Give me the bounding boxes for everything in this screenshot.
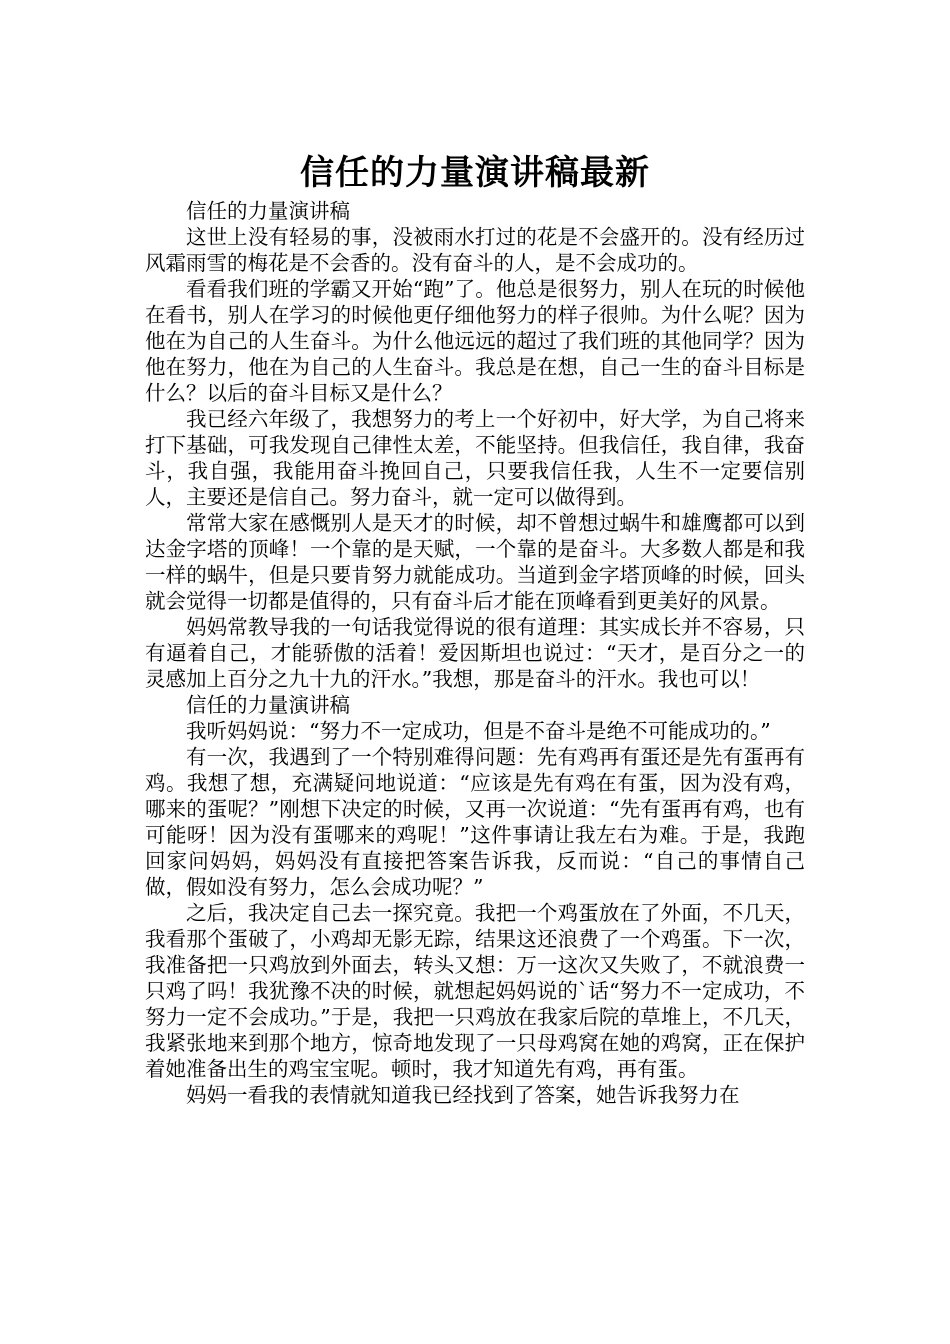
body-paragraph: 我听妈妈说：“努力不一定成功，但是不奋斗是绝不可能成功的。” [186,719,771,743]
body-paragraph: 这世上没有轻易的事，没被雨水打过的花是不会盛开的。没有经历过风霜雨雪的梅花是不会香的。没有奋斗的人，是不会成功的。 [145,225,805,275]
body-paragraph: 常常大家在感慨别人是天才的时候，却不曾想过蜗牛和雄鹰都可以到达金字塔的顶峰！一个靠的是天赋，一个靠的是奋斗。大多数人都是和我一样的蜗牛，但是只要肯努力就能成功。当道到金字塔顶峰的时候，回头就会觉得一切都是值得的，只有奋斗后才能在顶峰看到更美好的风景。 [145,511,805,613]
body-paragraph: 我已经六年级了，我想努力的考上一个好初中，好大学，为自己将来打下基础，可我发现自己律性太差，不能坚持。但我信任，我自律，我奋斗，我自强，我能用奋斗挽回自己，只要我信任我，人生不一定要信别人，主要还是信自己。努力奋斗，就一定可以做得到。 [145,407,805,509]
body-paragraph: 妈妈一看我的表情就知道我已经找到了答案，她告诉我努力在 [186,1083,740,1107]
document-title: 信任的力量演讲稿最新 [300,152,650,193]
subtitle-paragraph: 信任的力量演讲稿 [186,693,350,717]
body-paragraph: 有一次，我遇到了一个特别难得问题：先有鸡再有蛋还是先有蛋再有鸡。我想了想，充满疑问地说道：“应该是先有鸡在有蛋，因为没有鸡，哪来的蛋呢？”刚想下决定的时候，又再一次说道：“先有蛋再有鸡，也有可能呀！因为没有蛋哪来的鸡呢！”这件事请让我左右为难。于是，我跑回家问妈妈，妈妈没有直接把答案告诉我，反而说：“自己的事情自己做，假如没有努力，怎么会成功呢？” [145,745,805,899]
document-body [145,198,805,1108]
subtitle-paragraph: 信任的力量演讲稿 [186,199,350,223]
body-paragraph: 之后，我决定自己去一探究竟。我把一个鸡蛋放在了外面，不几天，我看那个蛋破了，小鸡却无影无踪，结果这还浪费了一个鸡蛋。下一次，我准备把一只鸡放到外面去，转头又想：万一这次又失败了，不就浪费一只鸡了吗！我犹豫不决的时候，就想起妈妈说的`话“努力不一定成功，不努力一定不会成功。”于是，我把一只鸡放在我家后院的草堆上，不几天，我紧张地来到那个地方，惊奇地发现了一只母鸡窝在她的鸡窝，正在保护着她准备出生的鸡宝宝呢。顿时，我才知道先有鸡，再有蛋。 [145,901,805,1081]
body-paragraph: 妈妈常教导我的一句话我觉得说的很有道理：其实成长并不容易，只有逼着自己，才能骄傲的活着！爱因斯坦也说过：“天才，是百分之一的灵感加上百分之九十九的汗水。”我想，那是奋斗的汗水。我也可以！ [145,615,805,691]
body-paragraph: 看看我们班的学霸又开始“跑”了。他总是很努力，别人在玩的时候他在看书，别人在学习的时候他更仔细他努力的样子很帅。为什么呢？因为他在为自己的人生奋斗。为什么他远远的超过了我们班的其他同学？因为他在努力，他在为自己的人生奋斗。我总是在想，自己一生的奋斗目标是什么？以后的奋斗目标又是什么？ [145,277,805,405]
